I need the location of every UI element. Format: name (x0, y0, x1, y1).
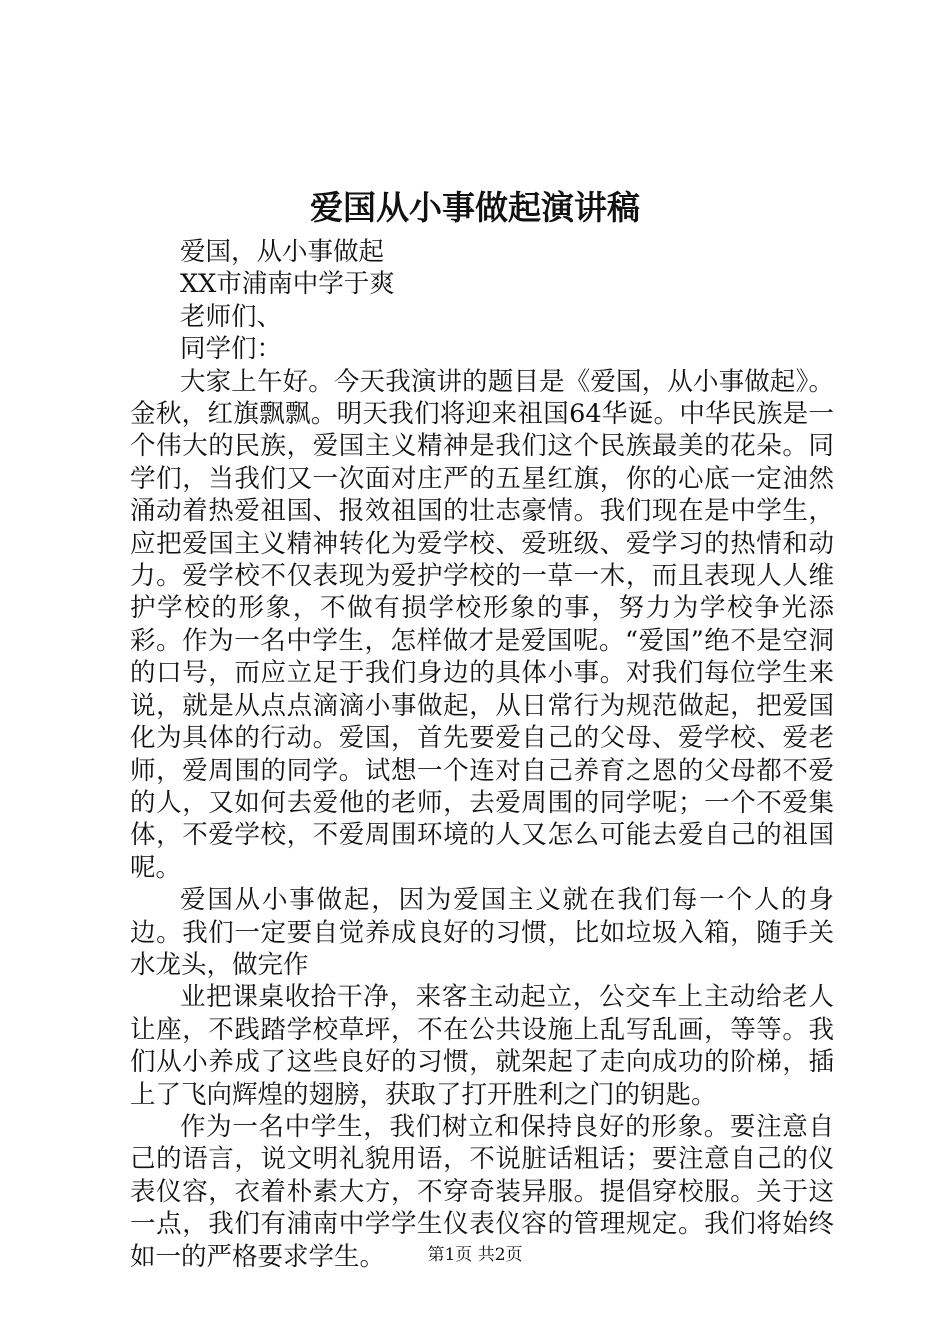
paragraph: 爱国从小事做起，因为爱国主义就在我们每一个人的身边。我们一定要自觉养成良好的习惯，比如垃圾入箱，随手关水龙头，做完作 (130, 885, 834, 980)
author-line: XX市浦南中学于爽 (180, 269, 395, 300)
speech-title-line: 爱国，从小事做起 (180, 237, 385, 267)
document-body (130, 236, 834, 1273)
paragraph: 作为一名中学生，我们树立和保持良好的形象。要注意自己的语言，说文明礼貌用语，不说脏话粗话；要注意自己的仪表仪容，衣着朴素大方，不穿奇装异服。提倡穿校服。关于这一点，我们有浦南中学学生仪表仪容的管理规定。我们将始终如一的严格要求学生。 (130, 1111, 834, 1272)
paragraph: 业把课桌收拾干净，来客主动起立，公交车上主动给老人让座，不践踏学校草坪，不在公共设施上乱写乱画，等等。我们从小养成了这些良好的习惯，就架起了走向成功的阶梯，插上了飞向辉煌的翅膀，获取了打开胜利之门的钥匙。 (130, 982, 834, 1110)
salutation-teachers: 老师们、 (180, 301, 283, 332)
salutation-students: 同学们： (180, 334, 283, 365)
document-title: 爱国从小事做起演讲稿 (310, 188, 640, 227)
paragraph: 大家上午好。今天我演讲的题目是《爱国，从小事做起》。金秋，红旗飘飘。明天我们将迎来祖国64华诞。中华民族是一个伟大的民族，爱国主义精神是我们这个民族最美的花朵。同学们，当我们又一次面对庄严的五星红旗，你的心底一定油然涌动着热爱祖国、报效祖国的壮志豪情。我们现在是中学生，应把爱国主义精神转化为爱学校、爱班级、爱学习的热情和动力。爱学校不仅表现为爱护学校的一草一木，而且表现人人维护学校的形象，不做有损学校形象的事，努力为学校争光添彩。作为一名中学生，怎样做才是爱国呢。“爱国”绝不是空洞的口号，而应立足于我们身边的具体小事。对我们每位学生来说，就是从点点滴滴小事做起，从日常行为规范做起，把爱国化为具体的行动。爱国，首先要爱自己的父母、爱学校、爱老师，爱周围的同学。试想一个连对自己养育之恩的父母都不爱的人，又如何去爱他的老师，去爱周围的同学呢；一个不爱集体，不爱学校，不爱周围环境的人又怎么可能去爱自己的祖国呢。 (130, 366, 834, 883)
page-number-footer: 第1页 共2页 (427, 1245, 523, 1265)
